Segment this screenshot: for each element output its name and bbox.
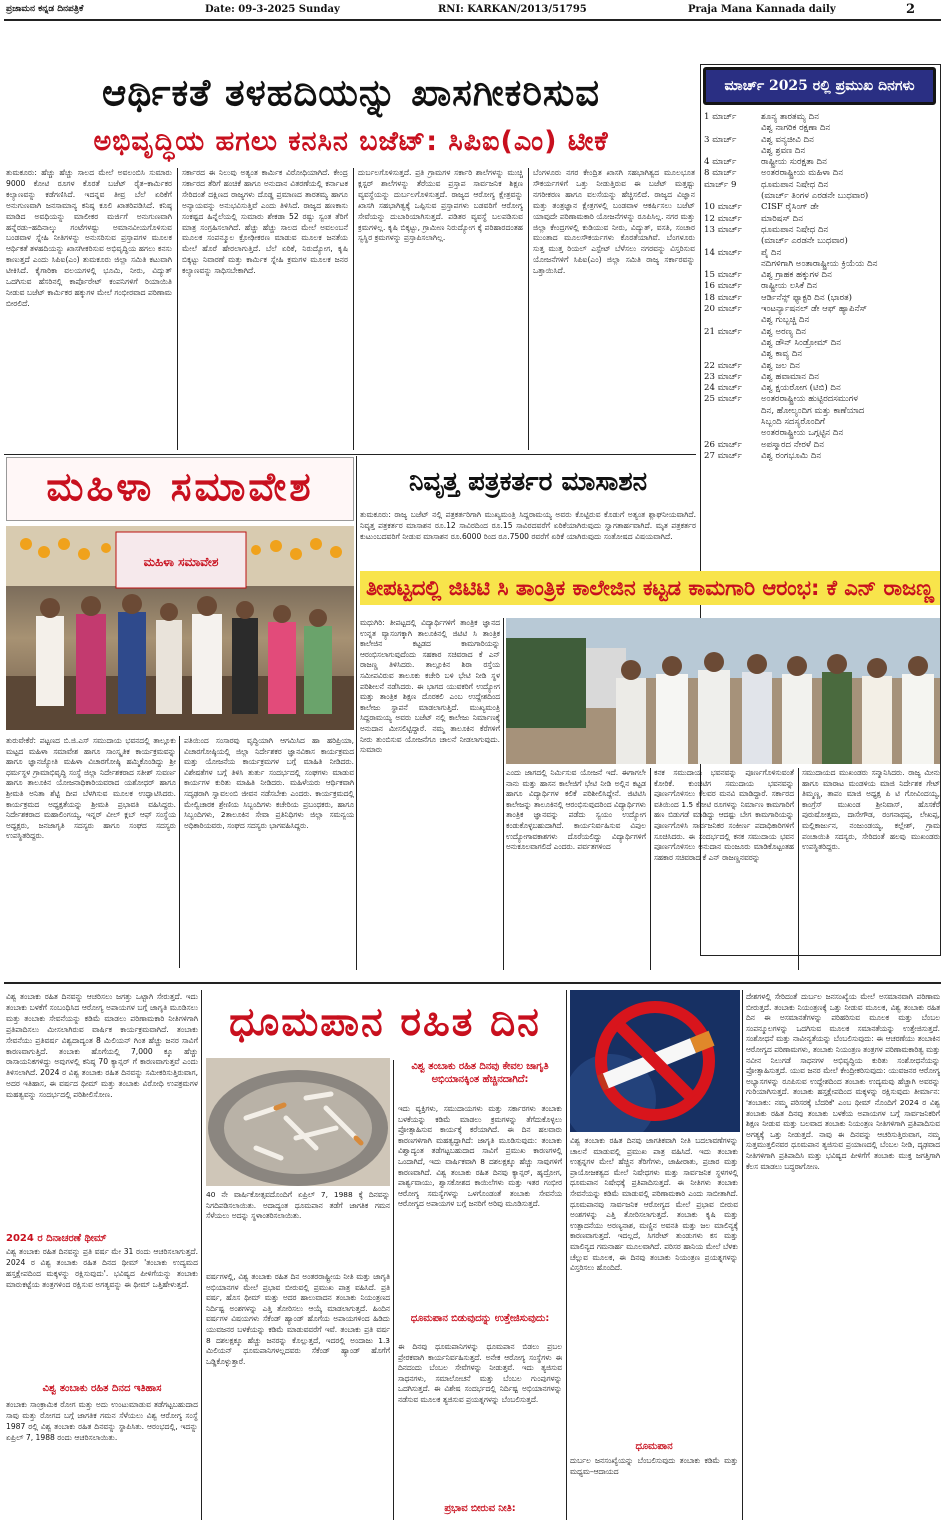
event-row bbox=[704, 293, 937, 304]
college-headline: ತೀಪಟ್ಟದಲ್ಲಿ ಜಿಟಿಟಿ ಸಿ ತಾಂತ್ರಿಕ ಕಾಲೇಜಿನ ಕಟ್ಟಡ ಕಾಮಗಾರಿ ಆರಂಭ: ಕೆ ಎನ್ ರಾಜಣ್ಣ bbox=[360, 571, 940, 605]
budget-article-col2: ಸರ್ಕಾರದ ಈ ನಿಲುವು ಅತ್ಯಂತ ಕಾರ್ಮಿಕ ವಿರೋಧಿಯಾಗಿದೆ. ಕೇಂದ್ರ ಸರ್ಕಾರದ ತೆರಿಗೆ ಹಂಚಿಕೆ ಹಾಗೂ ಅನುದಾನ ವಿತರಣೆಯಲ್ಲಿ ಕರ್ನಾಟಕ ಸೇರಿದಂತೆ ದಕ್ಷಿಣದ ರಾಜ್ಯಗಳು ದೊಡ್ಡ ಪ್ರಮಾಣದ ತಾರತಮ್ಯ ಹಾಗೂ ಅನ್ಯಾಯವನ್ನು ಅನುಭವಿಸುತ್ತಿವೆ ಎಂದು ತಿಳಿಸಿದೆ. ರಾಜ್ಯದ ಹಣಕಾಸು ಸಂಕಷ್ಟದ ಹಿನ್ನೆಲೆಯಲ್ಲಿ ಸುಮಾರು ಶೇಕಡಾ 52 ರಷ್ಟು ಸ್ವಂತ ತೆರಿಗೆ ಮಾತ್ರ ಸಂಗ್ರಹಿಸಲಾಗಿದೆ. ಹೆಚ್ಚು ಹೆಚ್ಚು ಸಾಲದ ಮೇಲೆ ಅವಲಂಬನೆ ಮೂಲಕ ಸಂಪನ್ಮೂಲ ಕ್ರೋಢೀಕರಣ ಮಾಡುವ ಮೂಲಕ ಜನತೆಯ ಮೇಲೆ ಹೊರೆ ಹೇರಲಾಗುತ್ತಿದೆ. ಬೆಲೆ ಏರಿಕೆ, ನಿರುದ್ಯೋಗ, ಕೃಷಿ ಬಿಕ್ಕಟ್ಟು ನಿವಾರಣೆ ಮತ್ತು ಕಾರ್ಮಿಕ ಸ್ನೇಹಿ ಕ್ರಮಗಳ ಮೂಲಕ ಜನರ ಕಲ್ಯಾಣವನ್ನು ಸಾಧಿಸಬೇಕಾಗಿದೆ. bbox=[182, 168, 348, 276]
event-date: 13 ಮಾರ್ಚ್ bbox=[704, 224, 742, 235]
event-date: 8 ಮಾರ್ಚ್ bbox=[704, 168, 737, 179]
dhumapana-col2-bottom: ವರ್ಷಗಳಲ್ಲಿ, ವಿಶ್ವ ತಂಬಾಕು ರಹಿತ ದಿನ ಅಂತರರಾಷ್ಟ್ರೀಯ ನೀತಿ ಮತ್ತು ಜಾಗೃತಿ ಅಭಿಯಾನಗಳ ಮೇಲೆ ಪ್ರಭಾವ ಬೀರುವಲ್ಲಿ ಪ್ರಮುಖ ಪಾತ್ರ ವಹಿಸಿದೆ. ಪ್ರತಿ ವರ್ಷ, ಹೊಸ ಥೀಮ್ ಮತ್ತು ಅದರ ಹಾಲುವಾದನ ತಂಬಾಕು ನಿಯಂತ್ರಣದ ನಿರ್ದಿಷ್ಟ ಅಂಶಗಳನ್ನು ಎತ್ತಿ ತೋರಿಸಲು ಆಯ್ಕೆ ಮಾಡಲಾಗುತ್ತದೆ. ಹಿಂದಿನ ವರ್ಷಗಳ ವಿಷಯಗಳು ಸೆಕೆಂಡ್ ಹ್ಯಾಂಡ್ ಹೊಗೆಯ ಅಪಾಯಗಳಿಂದ ಹಿಡಿದು ಯುವಜನರ ಬಳಕೆಯನ್ನು ಕಡಿಮೆ ಮಾಡುವವರೆಗೆ ಇವೆ. ತಂಬಾಕು ಪ್ರತಿ ವರ್ಷ 8 ದಶಲಕ್ಷಕ್ಕೂ ಹೆಚ್ಚು ಜನರನ್ನು ಕೊಲ್ಲುತ್ತದೆ, ಇದರಲ್ಲಿ ಅಂದಾಜು 1.3 ಮಿಲಿಯನ್ ಧೂಮಪಾನಿಗಳಲ್ಲದವರು ಸೆಕೆಂಡ್ ಹ್ಯಾಂಡ್ ಹೊಗೆಗೆ ಒಡ್ಡಿಕೊಳ್ಳುತ್ತಾರೆ. bbox=[206, 1272, 390, 1366]
mahila-article-col2: ಪತಿಯಿಂದ ಸಂಸಾರವು ವೃದ್ಧಿಯಾಗಿ ಆಗಮಿಸಿದ ಹಾ ಹರಿಪ್ರಿಯಾ, ವಿಚಾರಗೋಷ್ಠಿಯಲ್ಲಿ ಜಿಲ್ಲಾ ನಿರ್ದೇಶಕರ ಜ್ಞಾನವಿಕಾಸ ಕಾರ್ಯಕ್ರಮದ ಮತ್ತು ಯೋಜನೆಯ ಕಾರ್ಯಕ್ರಮಗಳ ಬಗ್ಗೆ ಮಾಹಿತಿ ನೀಡಿದರು. ವಿಶೇಷತೆಗಳ ಬಗ್ಗೆ ತಿಳಿಸಿ ತುರ್ತು ಸಂದರ್ಭದಲ್ಲಿ ಸಂಘಗಳು ಮಾಡುವ ಕಾರ್ಯಗಳ ಕುರಿತು ಮಾಹಿತಿ ನೀಡಿದರು. ಮಹಿಳೆಯರು ಆರ್ಥಿಕವಾಗಿ ಸದೃಢರಾಗಿ ಸ್ವಾವಲಂಬಿ ಜೀವನ ನಡೆಸಬೇಕು ಎಂದರು. ಕಾರ್ಯಕ್ರಮದಲ್ಲಿ ಮೇಲ್ವಿಚಾರಕ ಶ್ರೇಣಿಯ ಸಿಬ್ಬಂದಿಗಳು ಕಚೇರಿಯ ಪ್ರಬಂಧಕರು, ಹಾಗೂ ಸಿಬ್ಬಂದಿಗಳು, 2ತಾಲೂಕಿನ ಸೇವಾ ಪ್ರತಿನಿಧಿಗಳು ಜಿಲ್ಲಾ ಸಮನ್ವಯ ಅಧಿಕಾರಿಯವರು, ಸಂಘದ ಸದಸ್ಯರು ಭಾಗವಹಿಸಿದ್ದರು. bbox=[184, 736, 354, 830]
event-description: ಧೂಮಪಾನ ನಿಷೇಧ ದಿನ bbox=[761, 224, 829, 235]
event-row bbox=[704, 146, 937, 157]
event-date bbox=[704, 349, 761, 360]
event-description: ವಿಶ್ವ ಅರಣ್ಯ ದಿನ bbox=[761, 326, 807, 337]
event-date: 12 ಮಾರ್ಚ್ bbox=[704, 213, 742, 224]
event-description: (ಮಾರ್ಚ್ ತಿಂಗಳ ಎರಡನೇ ಬುಧವಾರ) bbox=[761, 191, 869, 202]
event-row bbox=[704, 338, 937, 349]
event-date bbox=[704, 146, 761, 157]
event-description: ರಾಷ್ಟ್ರೀಯ ಸುರಕ್ಷತಾ ದಿನ bbox=[761, 157, 827, 168]
dhumapana-col1-top: ವಿಶ್ವ ತಂಬಾಕು ರಹಿತ ದಿನವನ್ನು ಆಚರಿಸಲು ಜಗತ್ತು ಒಟ್ಟಾಗಿ ಸೇರುತ್ತದೆ. ಇದು ತಂಬಾಕು ಬಳಕೆಗೆ ಸಂಬಂಧಿಸಿದ ಆರೋಗ್ಯ ಅಪಾಯಗಳ ಬಗ್ಗೆ ಜಾಗೃತಿ ಮೂಡಿಸಲು ಮತ್ತು ತಂಬಾಕು ಸೇವನೆಯನ್ನು ಕಡಿಮೆ ಮಾಡಲು ಪರಿಣಾಮಕಾರಿ ನೀತಿಗಳಿಗಾಗಿ ಪ್ರತಿಪಾದಿಸಲು ಮೀಸಲಾಗಿರುವ ವಾರ್ಷಿಕ ಕಾರ್ಯಕ್ರಮವಾಗಿದೆ. ತಂಬಾಕು ಸೇವನೆಯು ಪ್ರತಿವರ್ಷ ವಿಶ್ವದಾದ್ಯಂತ 8 ಮಿಲಿಯನ್ ಗಿಂತ ಹೆಚ್ಚು ಜನರ ಸಾವಿಗೆ ಕಾರಣವಾಗುತ್ತಿದೆ. ತಂಬಾಕು ಹೊಗೆಯಲ್ಲಿ 7,000 ಕ್ಕೂ ಹೆಚ್ಚು ರಾಸಾಯನಿಕಗಳಿದ್ದು ಅವುಗಳಲ್ಲಿ ಕನಿಷ್ಠ 70 ಕ್ಯಾನ್ಸರ್ ಗೆ ಕಾರಣವಾಗುತ್ತವೆ ಎಂದು ತಿಳಿಸಲಾಗಿದೆ. 2024 ರ ವಿಶ್ವ ತಂಬಾಕು ರಹಿತ ದಿನವನ್ನು ಸಮೀಕರಿಸುತ್ತಿರುವಾಗ, ಅದರ ಇತಿಹಾಸ, ಈ ವರ್ಷದ ಥೀಮ್ ಮತ್ತು ತಂಬಾಕು ವಿರೋಧಿ ಉಪಕ್ರಮಗಳ ಮಹತ್ವವನ್ನು ಸಂದರ್ಭದಲ್ಲಿ ಪರಿಶೀಲಿಸೋಣ. bbox=[6, 992, 198, 1100]
column-divider bbox=[742, 990, 743, 1520]
event-description: ವಿಶ್ವ ವನ್ಯಜೀವಿ ದಿನ bbox=[761, 134, 814, 145]
dhumapana-col3-heading: ವಿಶ್ವ ತಂಬಾಕು ರಹಿತ ದಿನವು ಕೇವಲ ಜಾಗೃತಿ ಅಭಿಯಾನಕ್ಕಿಂತ ಹೆಚ್ಚಿನದಾಗಿದೆ: bbox=[411, 1061, 549, 1085]
mahila-photo-illustration bbox=[6, 526, 354, 730]
dhumapana-col4-subheading: ಧೂಮಪಾನ bbox=[635, 1441, 673, 1452]
event-description: ಪೈ ದಿನ bbox=[761, 247, 782, 258]
event-description: ಅಂತರರಾಷ್ಟ್ರೀಯ ಮಹಿಳಾ ದಿನ bbox=[761, 168, 844, 179]
budget-article-col3: ದುರ್ಬಲಗೊಳಿಸುತ್ತದೆ. ಪ್ರತಿ ಗ್ರಾಮಗಳ ಸರ್ಕಾರಿ ಶಾಲೆಗಳನ್ನು ಮುಚ್ಚಿ ಕ್ಲಸ್ಟರ್ ಶಾಲೆಗಳನ್ನು ತೆರೆಯುವ ಪ್ರಸ್ತಾಪ ಸಾರ್ವಜನಿಕ ಶಿಕ್ಷಣ ವ್ಯವಸ್ಥೆಯನ್ನು ದುರ್ಬಲಗೊಳಿಸುತ್ತದೆ. ರಾಜ್ಯದ ಆರೋಗ್ಯ ಕ್ಷೇತ್ರವನ್ನು ಖಾಸಗಿ ಸಹಭಾಗಿತ್ವಕ್ಕೆ ಒಪ್ಪಿಸುವ ಪ್ರಸ್ತಾಪಗಳು ಬಡವರಿಗೆ ಆರೋಗ್ಯ ಸೇವೆಯನ್ನು ದುಬಾರಿಯಾಗಿಸುತ್ತದೆ. ಪಡಿತರ ವ್ಯವಸ್ಥೆ ಬಲಪಡಿಸುವ ಕ್ರಮಗಳಿಲ್ಲ. ಕೃಷಿ ಬಿಕ್ಕಟ್ಟು, ಗ್ರಾಮೀಣ ನಿರುದ್ಯೋಗ ಕ್ಕೆ ಪರಿಹಾರದಂತಹ ಸ್ವಸ್ಥಿರ ಕ್ರಮಗಳನ್ನು ಪ್ರಸ್ತಾಪಿಸಲಾಗಿಲ್ಲ. bbox=[358, 168, 523, 243]
main-headline-line2: ಅಭಿವೃದ್ಧಿಯ ಹಗಲು ಕನಸಿನ ಬಜೆಟ್: ಸಿಪಿಐ(ಎಂ) ಟೀಕೆ bbox=[93, 126, 609, 157]
event-date: 24 ಮಾರ್ಚ್ bbox=[704, 383, 742, 394]
dhumapana-quit-subheading: ಧೂಮಪಾನ ಬಿಡುವುದನ್ನು ಉತ್ತೇಜಿಸುವುದು: bbox=[410, 1313, 550, 1324]
event-date bbox=[704, 338, 761, 349]
ashtray-caption: 40 ನೇ ವಾರ್ಷಿಕೋತ್ಸವದೊಂದಿಗೆ ಏಪ್ರಿಲ್ 7, 1988 ಕ್ಕೆ ದಿನವನ್ನು ನಿಗದಿಪಡಿಸಲಾಯಿತು. ಅದಾದ್ಯಂತ ಧೂಮಪಾನ ತಡೆಗೆ ಜಾಗತಿಕ ಗಮನ ಸೆಳೆಯಲು ಅದನ್ನು ಸ್ಥಳಾಂತರಿಸಲಾಯಿತು. bbox=[206, 1190, 390, 1221]
event-date bbox=[704, 428, 761, 439]
nivrutta-article: ತುಮಕೂರು: ರಾಜ್ಯ ಬಜೆಟ್ ನಲ್ಲಿ ಪತ್ರಕರ್ತರಿಗಾಗಿ ಮುಖ್ಯಮಂತ್ರಿ ಸಿದ್ದರಾಮಯ್ಯ ಅವರು ಕೊಟ್ಟಿರುವ ಕೊಡುಗೆ ಅತ್ಯಂತ ಶ್ಲಾಘನೀಯವಾಗಿದೆ. ನಿವೃತ್ತ ಪತ್ರಕರ್ತರ ಮಾಸಾಶನ ರೂ.12 ಸಾವಿರದಿಂದ ರೂ.15 ಸಾವಿರದವರೆಗೆ ಏರಿಕೆಯಾಗಿರುವುದು ಸ್ವಾಗತಾರ್ಹವಾಗಿದೆ. ಮೃತ ಪತ್ರಕರ್ತರ ಕುಟುಂಬದವರಿಗೆ ನೀಡುವ ಮಾಸಾಶನ ರೂ.6000 ರಿಂದ ರೂ.7500 ರವರೆಗೆ ಏರಿಕೆ ಯಾಗಿರುವುದು ಸಂತೋಷದ ವಿಷಯವಾಗಿದೆ. bbox=[360, 510, 696, 541]
column-divider bbox=[356, 456, 357, 970]
event-date: 23 ಮಾರ್ಚ್ bbox=[704, 371, 742, 382]
no-smoking-icon bbox=[570, 990, 740, 1132]
event-description: ಸಿಬ್ಬಂದಿ ಸದಸ್ಯರೊಂದಿಗೆ bbox=[761, 417, 826, 428]
events-box-title: ಮಾರ್ಚ್ 2025 ರಲ್ಲಿ ಪ್ರಮುಖ ದಿನಗಳು bbox=[703, 67, 936, 105]
event-date bbox=[704, 259, 761, 270]
event-date bbox=[704, 315, 761, 326]
event-row bbox=[704, 451, 937, 462]
event-date: 1 ಮಾರ್ಚ್ bbox=[704, 112, 737, 122]
event-row bbox=[704, 394, 937, 405]
event-description: ವಿಶ್ವ ಜಲ ದಿನ bbox=[761, 360, 800, 371]
dhumapana-section-title: ಧೂಮಪಾನ ರಹಿತ ದಿನ bbox=[229, 1000, 541, 1045]
event-date bbox=[704, 417, 761, 428]
event-date bbox=[704, 123, 761, 134]
event-row bbox=[704, 361, 937, 372]
event-date: 27 ಮಾರ್ಚ್ bbox=[704, 450, 742, 461]
college-article-col1: ಮಧುಗಿರಿ: ತೀಪಟ್ಟದಲ್ಲಿ ವಿದ್ಯಾರ್ಥಿಗಳಿಗೆ ತಾಂತ್ರಿಕ ಜ್ಞಾನದ ಉನ್ನತ ವ್ಯಾಸಂಗಕ್ಕಾಗಿ ತಾಲೂಕಿನಲ್ಲಿ ಜಿಟಿಟಿ ಸಿ ತಾಂತ್ರಿಕ ಕಾಲೇಜಿನ ಕಟ್ಟಡದ ಕಾಮಗಾರಿಯನ್ನು ಆರಂಭಿಸಲಾಗುವುದೆಂದು ಸಹಕಾರ ಸಚಿವರಾದ ಕೆ ಎನ್ ರಾಜಣ್ಣ ತಿಳಿಸಿದರು. ತಾಲ್ಲೂಕಿನ ಶಿರಾ ರಸ್ತೆಯ ಸಮೀಪವಿರುವ ತಾಲೂಕು ಕಚೇರಿ ಬಳಿ ಭೇಟಿ ನೀಡಿ ಸ್ಥಳ ಪರಿಶೀಲನೆ ನಡೆಸಿದರು. ಈ ಭಾಗದ ಯುವಕರಿಗೆ ಉದ್ಯೋಗ ಮತ್ತು ತಾಂತ್ರಿಕ ಶಿಕ್ಷಣ ದೊರಕಲಿ ಎಂಬ ಉದ್ದೇಶದಿಂದ ಕಾಲೇಜು ಸ್ಥಾಪನೆ ಮಾಡಲಾಗುತ್ತಿದೆ. ಮುಖ್ಯಮಂತ್ರಿ ಸಿದ್ದರಾಮಯ್ಯ ಅವರು ಬಜೆಟ್ ನಲ್ಲಿ ಕಾಲೇಜು ನಿರ್ಮಾಣಕ್ಕೆ ಅನುದಾನ ಮೀಸಲಿಟ್ಟಿದ್ದಾರೆ. ನಮ್ಮ ತಾಲೂಕಿನ ಕೆರೆಗಳಿಗೆ ನೀರು ತುಂಬಿಸುವ ಯೋಜನೆಗೂ ಚಾಲನೆ ನೀಡಲಾಗುವುದು. ಸುಮಾರು bbox=[360, 618, 500, 755]
column-divider bbox=[566, 990, 567, 1520]
event-date: 20 ಮಾರ್ಚ್ bbox=[704, 304, 742, 315]
dhumapana-col3-top: ಇದು ವ್ಯಕ್ತಿಗಳು, ಸಮುದಾಯಗಳು ಮತ್ತು ಸರ್ಕಾರಗಳು ತಂಬಾಕು ಬಳಕೆಯನ್ನು ಕಡಿಮೆ ಮಾಡಲು ಕ್ರಮಗಳನ್ನು ತೆಗೆದುಕೊಳ್ಳಲು ಪ್ರೋತ್ಸಾಹಿಸುವ ಕಾರ್ಯಕ್ಕೆ ಕರೆಯಾಗಿದೆ. ಈ ದಿನ ಹಲವಾರು ಕಾರಣಗಳಿಗಾಗಿ ಮಹತ್ವದ್ದಾಗಿದೆ: ಜಾಗೃತಿ ಮೂಡಿಸುವುದು: ತಂಬಾಕು ವಿಶ್ವಾದ್ಯಂತ ತಡೆಗಟ್ಟಬಹುದಾದ ಸಾವಿಗೆ ಪ್ರಮುಖ ಕಾರಣಗಳಲ್ಲಿ ಒಂದಾಗಿದೆ, ಇದು ವಾರ್ಷಿಕವಾಗಿ 8 ದಶಲಕ್ಷಕ್ಕೂ ಹೆಚ್ಚು ಸಾವುಗಳಿಗೆ ಕಾರಣವಾಗಿದೆ. ವಿಶ್ವ ತಂಬಾಕು ರಹಿತ ದಿನವು ಕ್ಯಾನ್ಸರ್, ಹೃದ್ರೋಗ, ಪಾರ್ಶ್ವವಾಯು, ಶ್ವಾಸಕೋಶದ ಕಾಯಿಲೆಗಳು ಮತ್ತು ಇತರ ಗಂಭೀರ ಆರೋಗ್ಯ ಸಮಸ್ಯೆಗಳನ್ನು ಒಳಗೊಂಡಂತೆ ತಂಬಾಕು ಸೇವನೆಯ ಆರೋಗ್ಯದ ಅಪಾಯಗಳ ಬಗ್ಗೆ ಜನರಿಗೆ ಅರಿವು ಮೂಡಿಸುತ್ತದೆ. bbox=[398, 1104, 562, 1209]
dhumapana-theme-subheading: 2024 ರ ದಿನಾಚರಣೆ ಥೀಮ್ bbox=[6, 1233, 107, 1244]
event-date: 3 ಮಾರ್ಚ್ bbox=[704, 134, 737, 145]
event-description: ಅಂತರರಾಷ್ಟ್ರೀಯ ಹುಟ್ಟಿರದಸಮುಗಳ bbox=[761, 394, 859, 405]
dhumapana-col3-bottom: ಈ ದಿನವು ಧೂಮಪಾನಿಗಳನ್ನು ಧೂಮಪಾನ ಬಿಡಲು ಪ್ರಬಲ ಪ್ರೇರಕವಾಗಿ ಕಾರ್ಯನಿರ್ವಹಿಸುತ್ತದೆ. ಅನೇಕ ಆರೋಗ್ಯ ಸಂಸ್ಥೆಗಳು ಈ ದಿನದಂದು ಬೆಂಬಲ ಸೇವೆಗಳನ್ನು ನೀಡುತ್ತವೆ. ಇದು ತ್ಯಜಿಸುವ ಸಾಧನಗಳು, ಸಮಾಲೋಚನೆ ಮತ್ತು ಬೆಂಬಲ ಗುಂಪುಗಳನ್ನು ಒದಗಿಸುತ್ತದೆ. ಈ ವಿಶೇಷ ಸಂದರ್ಭದಲ್ಲಿ ನಿರ್ದಿಷ್ಟ ಅಭಿಯಾನಗಳನ್ನು ನಡೆಸುವ ಮೂಲಕ ತ್ಯಜಿಸುವ ಪ್ರಯತ್ನಗಳನ್ನು ಬೆಂಬಲಿಸುತ್ತದೆ. bbox=[398, 1342, 562, 1404]
issue-date: Date: 09-3-2025 Sunday bbox=[205, 4, 340, 15]
event-description: ನದಿಗಳಿಗಾಗಿ ಅಂತಾರಾಷ್ಟ್ರೀಯ ಕ್ರಿಯೆಯ ದಿನ bbox=[761, 258, 878, 269]
dhumapana-col4-top: ವಿಶ್ವ ತಂಬಾಕು ರಹಿತ ದಿನವು ಜಾಗತಿಕವಾಗಿ ನೀತಿ ಬದಲಾವಣೆಗಳನ್ನು ಚಾಲನೆ ಮಾಡುವಲ್ಲಿ ಪ್ರಮುಖ ಪಾತ್ರ ವಹಿಸಿದೆ. ಇದು ತಂಬಾಕು ಉತ್ಪನ್ನಗಳ ಮೇಲೆ ಹೆಚ್ಚಿನ ತೆರಿಗೆಗಳು, ಜಾಹೀರಾತು, ಪ್ರಚಾರ ಮತ್ತು ಪ್ರಾಯೋಜಕತ್ವದ ಮೇಲೆ ನಿಷೇಧಗಳು ಮತ್ತು ಸಾರ್ವಜನಿಕ ಸ್ಥಳಗಳಲ್ಲಿ ಧೂಮಪಾನ ನಿಷೇಧಕ್ಕೆ ಪ್ರತಿಪಾದಿಸುತ್ತದೆ. ಈ ನೀತಿಗಳು ತಂಬಾಕು ಸೇವನೆಯನ್ನು ಕಡಿಮೆ ಮಾಡುವಲ್ಲಿ ಪರಿಣಾಮಕಾರಿ ಎಂದು ಸಾಬೀತಾಗಿದೆ. ಧೂಮಪಾನವು ಸಾರ್ವಜನಿಕ ಆರೋಗ್ಯದ ಮೇಲೆ ಪ್ರಭಾವ ಬೀರುವ ಅಂಶಗಳನ್ನು ಎತ್ತಿ ತೋರಿಸಲಾಗುತ್ತದೆ. ತಂಬಾಕು ಕೃಷಿ ಮತ್ತು ಉತ್ಪಾದನೆಯು ಅರಣ್ಯನಾಶ, ಮಣ್ಣಿನ ಅವನತಿ ಮತ್ತು ಜಲ ಮಾಲಿನ್ಯಕ್ಕೆ ಕಾರಣವಾಗುತ್ತದೆ. ಇದಲ್ಲದೆ, ಸಿಗರೇಟ್ ತುಂಡುಗಳು ಕಸ ಮತ್ತು ಮಾಲಿನ್ಯದ ಗಮನಾರ್ಹ ಮೂಲವಾಗಿದೆ. ಪರಿಸರ ಹಾನಿಯ ಮೇಲೆ ಬೆಳಕು ಚೆಲ್ಲುವ ಮೂಲಕ, ಈ ದಿನವು ತಂಬಾಕು ನಿಯಂತ್ರಣ ಪ್ರಯತ್ನಗಳನ್ನು ವಿಸ್ತರಿಸಲು ಹೊಂದಿದೆ. bbox=[570, 1136, 738, 1273]
event-row bbox=[704, 135, 937, 146]
event-description: ಧೂಮಪಾನ ನಿಷೇಧ ದಿನ bbox=[761, 179, 829, 190]
event-description: ಇಂಟರ್ನ್ಯಾಷನಲ್ ಡೇ ಆಫ್ ಹ್ಯಾಪಿನೆಸ್ bbox=[761, 304, 868, 315]
event-row bbox=[704, 259, 937, 270]
event-date: 16 ಮಾರ್ಚ್ bbox=[704, 281, 742, 292]
event-description: ಶೂನ್ಯ ತಾರತಮ್ಯ ದಿನ bbox=[761, 112, 819, 122]
event-row bbox=[704, 304, 937, 315]
college-article-col3: ಕನಕ ಸಮುದಾಯ ಭವನವನ್ನು ಪೂರ್ಣಗೊಳಿಸುವಂತೆ ಕೋರಿಕೆ. ಕುಂಚಿಟಿಗ ಸಮುದಾಯ ಭವನವನ್ನು ಪೂರ್ಣಗೊಳಿಸಲು ಕೆಲವರ ಮನವಿ ಮಾಡಿದ್ದಾರೆ. ಸರ್ಕಾರದ ವತಿಯಿಂದ 1.5 ಕೋಟಿ ರೂಗಳನ್ನು ನಿರ್ಮಾಣ ಕಾಮಗಾರಿಗೆ ಹಣ ಬಿಡುಗಡೆ ಮಾಡಿದ್ದು ಆದಷ್ಟು ಬೇಗ ಕಾಮಗಾರಿಯನ್ನು ಪೂರ್ಣಗೊಳಿಸಿ ಸಾರ್ವಜನಿಕರ ಸಂಕೀರ್ಣ ಪದಾಧಿಕಾರಿಗಳಿಗೆ ಸೂಚಿಸಿದರು. ಈ ಸಂದರ್ಭದಲ್ಲಿ ಕನಕ ಸಮುದಾಯ ಭವನ ಪೂರ್ಣಗೊಳಿಸಲು ಅನುದಾನ ಮಂಜೂರು ಮಾಡಿಕೊಟ್ಟಂತಹ ಸಹಕಾರ ಸಚಿವರಾದ ಕೆ ಎನ್ ರಾಜಣ್ಣನವರನ್ನು bbox=[654, 768, 794, 862]
event-date: 21 ಮಾರ್ಚ್ bbox=[704, 326, 742, 337]
column-divider bbox=[798, 768, 799, 970]
event-date bbox=[704, 191, 761, 202]
paper-name: Praja Mana Kannada daily bbox=[688, 4, 836, 15]
event-row bbox=[704, 214, 937, 225]
event-description: ಅಂತರರಾಷ್ಟ್ರೀಯ ಒಗ್ಗಟ್ಟಿನ ದಿನ bbox=[761, 428, 844, 439]
event-row bbox=[704, 417, 937, 428]
ashtray-photo bbox=[206, 1058, 390, 1186]
event-row bbox=[704, 327, 937, 338]
event-date: 15 ಮಾರ್ಚ್ bbox=[704, 270, 742, 281]
header-rule bbox=[4, 19, 941, 21]
event-date: 22 ಮಾರ್ಚ್ bbox=[704, 360, 742, 371]
page-number: 2 bbox=[906, 2, 916, 17]
column-divider bbox=[201, 990, 202, 1520]
college-article-col4: ಸಮುದಾಯದ ಮುಖಂಡರು ಸನ್ಮಾನಿಸಿದರು. ರಾಜ್ಯ ಮೀನು ಹಾಗೂ ಮಾರಾಟ ಮಂಡಳಿಯ ಮಾಜಿ ನಿರ್ದೇಶಕ ಗೇಟ್ ತಿಮ್ಮಣ್ಣ, ತಾಪಂ ಮಾಜಿ ಅಧ್ಯಕ್ಷ ಪಿ ಟಿ ಗೋವಿಂದಯ್ಯ, ಕಾಂಗ್ರೆಸ್ ಮುಖಂಡ ಶ್ರೀನಿವಾಸ್, ಹೊಸಕೆರೆ ಪುರುಷೋತ್ತಮ, ದಾಸೇಗೌಡ, ರಂಗನಾಥಪ್ಪ, ಲೇಖಪ್ಪ, ಮಲ್ಲಿಕಾರ್ಜುನ, ನಂಜುಂಡಯ್ಯ, ಕಲ್ಲೇಶ್, ಗ್ರಾಮ ಪಂಚಾಯಿತಿ ಸದಸ್ಯರು, ಸೇರಿದಂತೆ ಹಲವು ಮುಖಂಡರು ಉಪಸ್ಥಿತರಿದ್ದರು. bbox=[802, 768, 940, 852]
event-description: CISF ರೈಸಿಂಗ್ ಡೇ bbox=[761, 202, 819, 213]
column-divider bbox=[179, 736, 180, 968]
budget-article-col4: ಬೆಂಗಳೂರು ನಗರ ಕೇಂದ್ರಿತ ಖಾಸಗಿ ಸಹಭಾಗಿತ್ವದ ಮೂಲಭೂತ ಸೌಕರ್ಯಗಳಿಗೆ ಒತ್ತು ನೀಡುತ್ತಿರುವ ಈ ಬಜೆಟ್ ಮತ್ತಷ್ಟು ನಗರೀಕರಣ ಹಾಗೂ ವಲಸೆಯನ್ನು ಹೆಚ್ಚಿಸಲಿದೆ. ರಾಜ್ಯದ ವಿಜ್ಞಾನ ಮತ್ತು ತಂತ್ರಜ್ಞಾನ ಕ್ಷೇತ್ರಗಳಲ್ಲಿ ಬಂಡವಾಳ ಆಕರ್ಷಿಸಲು ಬಜೆಟ್ ಯಾವುದೇ ಪರಿಣಾಮಕಾರಿ ಯೋಜನೆಗಳನ್ನು ರೂಪಿಸಿಲ್ಲ. ನಗರ ಮತ್ತು ಜಿಲ್ಲಾ ಕೇಂದ್ರಗಳಲ್ಲಿ ಕುಡಿಯುವ ನೀರು, ವಿದ್ಯುತ್, ವಸತಿ, ಸಂಚಾರ ಮುಂತಾದ ಮೂಲಸೌಕರ್ಯಗಳು ಕೊರತೆಯಾಗಿವೆ. ಬೆಂಗಳೂರು ಸುತ್ತ ಮುತ್ತ ರಿಯಲ್ ಎಸ್ಟೇಟ್ ಬೆಳೆಸಲು ನಗರವನ್ನು ವಿಸ್ತರಿಸುವ ಯೋಜನೆಗಳಿಗೆ ಸಿಪಿಐ(ಎಂ) ಜಿಲ್ಲಾ ಸಮಿತಿ ರಾಜ್ಯ ಸರ್ಕಾರವನ್ನು ಒತ್ತಾಯಿಸಿದೆ. bbox=[533, 168, 695, 276]
dhumapana-col1-mid: ವಿಶ್ವ ತಂಬಾಕು ರಹಿತ ದಿನವನ್ನು ಪ್ರತಿ ವರ್ಷ ಮೇ 31 ರಂದು ಆಚರಿಸಲಾಗುತ್ತದೆ. 2024 ರ ವಿಶ್ವ ತಂಬಾಕು ರಹಿತ ದಿನದ ಥೀಮ್ 'ತಂಬಾಕು ಉದ್ಯಮದ ಹಸ್ತಕ್ಷೇಪದಿಂದ ಮಕ್ಕಳನ್ನು ರಕ್ಷಿಸುವುದು'. ಭವಿಷ್ಯದ ಪೀಳಿಗೆಯನ್ನು ತಂಬಾಕು ಮಾರುಕಟ್ಟೆಯ ತಂತ್ರಗಳಿಂದ ರಕ್ಷಿಸುವ ಅಗತ್ಯವನ್ನು ಈ ಥೀಮ್ ಒತ್ತಿಹೇಳುತ್ತದೆ. bbox=[6, 1247, 198, 1289]
event-row bbox=[704, 191, 937, 202]
event-row bbox=[704, 349, 937, 360]
event-date bbox=[704, 236, 761, 247]
event-row bbox=[704, 202, 937, 213]
event-row bbox=[704, 270, 937, 281]
events-list bbox=[704, 112, 937, 462]
event-row bbox=[704, 168, 937, 179]
dhumapana-col1-bottom: ತಂಬಾಕು ಸಾಂಕ್ರಾಮಿಕ ರೋಗ ಮತ್ತು ಅದು ಉಂಟುಮಾಡುವ ತಡೆಗಟ್ಟಬಹುದಾದ ಸಾವು ಮತ್ತು ರೋಗದ ಬಗ್ಗೆ ಜಾಗತಿಕ ಗಮನ ಸೆಳೆಯಲು ವಿಶ್ವ ಆರೋಗ್ಯ ಸಂಸ್ಥೆ 1987 ರಲ್ಲಿ ವಿಶ್ವ ತಂಬಾಕು ರಹಿತ ದಿನವನ್ನು ಸ್ಥಾಪಿಸಿತು. ಆರಂಭದಲ್ಲಿ, ಇದನ್ನು ಏಪ್ರಿಲ್ 7, 1988 ರಂದು ಆಚರಿಸಲಾಯಿತು. bbox=[6, 1400, 198, 1442]
event-row bbox=[704, 225, 937, 236]
event-row bbox=[704, 383, 937, 394]
event-date bbox=[704, 406, 761, 417]
event-row bbox=[704, 440, 937, 451]
column-divider bbox=[503, 618, 504, 970]
no-smoking-image bbox=[570, 990, 740, 1132]
column-divider bbox=[353, 168, 354, 450]
dhumapana-col4-bottom: ದುರ್ಬಲ ಜನಸಂಖ್ಯೆಯನ್ನು ಬೆಂಬಲಿಸುವುದು ತಂಬಾಕು ಕಡಿಮೆ ಮತ್ತು ಮಧ್ಯಮ–ಆದಾಯದ bbox=[570, 1456, 738, 1476]
event-row bbox=[704, 236, 937, 247]
event-description: ವಿಶ್ವ ಶ್ರವಣ ದಿನ bbox=[761, 145, 806, 156]
column-divider bbox=[528, 168, 529, 450]
event-date: 18 ಮಾರ್ಚ್ bbox=[704, 292, 742, 303]
event-description: ವಿಶ್ವ ಗ್ರಾಹಕ ಹಕ್ಕುಗಳ ದಿನ bbox=[761, 270, 832, 281]
mahila-article-col1: ತುರುವೇಕೆರೆ: ಪಟ್ಟಣದ ಬಿ.ಜಿ.ಎಸ್ ಸಮುದಾಯ ಭವನದಲ್ಲಿ ತಾಲ್ಲೂಕು ಮಟ್ಟದ ಮಹಿಳಾ ಸಮಾವೇಶ ಹಾಗೂ ಸಾಂಸ್ಕೃತಿಕ ಕಾರ್ಯಕ್ರಮವನ್ನು ಹಾಗೂ ಜ್ಞಾನಜ್ಯೋತಿ ಮಹಿಳಾ ವಿಚಾರಗೋಷ್ಠಿ ಹಮ್ಮಿಕೊಂಡಿದ್ದು ಶ್ರೀ ಧರ್ಮಸ್ಥಳ ಗ್ರಾಮಾಭಿವೃದ್ಧಿ ಸಂಸ್ಥೆ ಜಿಲ್ಲಾ ನಿರ್ದೇಶಕರಾದ ಸತೀಶ್ ಸುವರ್ಣ ಹಾಗೂ ತಾಲೂಕಿನ ಯೋಜನಾಧಿಕಾರಿಯವರಾದ ಯಶೋಧರ್ ಹಾಗೂ ಶ್ರೀಮತಿ ಅನಿತಾ ಶೆಟ್ಟಿ ದೀಪ ಬೆಳಗಿಸುವ ಮೂಲಕ ಉದ್ಘಾಟಿಸಿದರು. ಕಾರ್ಯಕ್ರಮದ ಅಧ್ಯಕ್ಷತೆಯನ್ನು ಶ್ರೀಮತಿ ಪ್ರಭಾವತಿ ವಹಿಸಿದ್ದರು. ನಿರ್ದೇಶಕರಾದ ಮಹಾಲಿಂಗಯ್ಯ, ಇನ್ನರ್ ವೀಲ್ ಕ್ಲಬ್ ಆಫ್ ಸಂಸ್ಥೆಯ ಅಧ್ಯಕ್ಷರು, ಜನಜಾಗೃತಿ ಸದಸ್ಯರು ಹಾಗೂ ಸಂಘದ ಸದಸ್ಯರು ಉಪಸ್ಥಿತರಿದ್ದರು. bbox=[6, 736, 176, 841]
event-description: ವಿಶ್ವ ಕಾವ್ಯ ದಿನ bbox=[761, 349, 803, 360]
event-description: ವಿಶ್ವ ಹವಾಮಾನ ದಿನ bbox=[761, 371, 820, 382]
mahila-event-photo bbox=[6, 526, 354, 730]
dhumapana-history-subheading: ವಿಶ್ವ ತಂಬಾಕು ರಹಿತ ದಿನದ ಇತಿಹಾಸ bbox=[42, 1383, 162, 1394]
event-description: ದಿನ, ಹೋಲ್ಯಂದಿಗ ಮತ್ತು ಕಾಣೆಯಾದ bbox=[761, 405, 865, 416]
nivrutta-section-title: ನಿವೃತ್ತ ಪತ್ರಕರ್ತರ ಮಾಸಾಶನ bbox=[408, 467, 648, 497]
event-row bbox=[704, 123, 937, 134]
event-description: ವಿಶ್ವ ಕ್ಷಯರೋಗ (ಟಿಬಿ) ದಿನ bbox=[761, 383, 841, 394]
event-date: 4 ಮಾರ್ಚ್ bbox=[704, 157, 737, 168]
event-description: ಅಪಸ್ಮಾರದ ನೇರಳೆ ದಿನ bbox=[761, 439, 824, 450]
event-row bbox=[704, 428, 937, 439]
college-photo-illustration bbox=[506, 618, 940, 764]
event-description: ಆರ್ಡಿನೆನ್ಸ್ ಫ್ಯಾಕ್ಟರಿ ದಿನ (ಭಾರತ) bbox=[761, 292, 853, 303]
section-rule bbox=[4, 454, 696, 455]
column-divider bbox=[650, 768, 651, 970]
event-description: (ಮಾರ್ಚ್ ಎರಡನೇ ಬುಧವಾರ) bbox=[761, 236, 848, 247]
rni-number: RNI: KARKAN/2013/51795 bbox=[438, 4, 587, 15]
event-row bbox=[704, 157, 937, 168]
column-divider bbox=[177, 168, 178, 450]
event-row bbox=[704, 315, 937, 326]
event-row bbox=[704, 112, 937, 123]
event-description: ವಿಶ್ವ ನಾಗರಿಕ ರಕ್ಷಣಾ ದಿನ bbox=[761, 123, 831, 134]
college-article-col2: ಎಂದು ಜಾಗದಲ್ಲಿ ನಿರ್ಮಿಸುವ ಯೋಜನೆ ಇದೆ. ಈಗಾಗಲೇ ನಾನು ಮತ್ತು ಹಾಸನ ಕಾಲೇಜಿಗೆ ಭೇಟಿ ನೀಡಿ ಅಲ್ಲಿನ ಕಟ್ಟಡ ಹಾಗೂ ವಿದ್ಯಾರ್ಥಿಗಳ ಕಲಿಕೆ ಪರಿಶೀಲಿಸಿದ್ದೇನೆ. ಜಿಟಿಟಿಸಿ ಕಾಲೇಜನ್ನು ತಾಲೂಕಿನಲ್ಲಿ ಆರಂಭಿಸುವುದರಿಂದ ವಿದ್ಯಾರ್ಥಿಗಳು ತಾಂತ್ರಿಕ ಜ್ಞಾನವನ್ನು ಪಡೆದು ಸ್ವಯಂ ಉದ್ಯೋಗ ಕಂಡುಕೊಳ್ಳಬಹುದಾಗಿದೆ. ಕಾರ್ಯನಿರ್ವಹಿಸುವ ವಿಪುಲ ಉದ್ಯೋಗಾವಕಾಶಗಳು ದೊರೆಯಲಿದ್ದು ವಿದ್ಯಾರ್ಥಿಗಳಿಗೆ ಅನುಕೂಲವಾಗಲಿದೆ ಎಂದರು. ಪರ್ವತಗಳಿಂದ bbox=[506, 768, 646, 852]
budget-article-col1: ತುಮಕೂರು: ಹೆಚ್ಚು ಹೆಚ್ಚು ಸಾಲದ ಮೇಲೆ ಅವಲಂಬಿಸಿ ಸುಮಾರು 9000 ಕೋಟಿ ರೂಗಳ ಕೊರತೆ ಬಜೆಟ್ ರೈತ–ಕಾರ್ಮಿಕರ ಕಲ್ಯಾಣವನ್ನು ಕಡೆಗಣಿಸಿದೆ. ಇದನ್ನವ ತೀವ್ರ ಬೆಲೆ ಏರಿಕೆಗೆ ಅನುಗುಣವಾಗಿ ಜನಸಾಮಾನ್ಯ ಕನಿಷ್ಠ ಕೂಲಿ ಖಾತರಿಪಡಿಸಿದೆ. ಕನಿಷ್ಠ ಮಾಡಿದ ಅವಧಿಯನ್ನು ಮಾಲೀಕರ ಮರ್ಜಿಗೆ ಅನುಗುಣವಾಗಿ ಹನ್ನೆರಡು–ಹದಿನಾಲ್ಕು ಗಂಟೆಗಳಷ್ಟು ಅಮಾನವೀಯಗೊಳಿಸುವ ಬಂಡವಾಳ ಸ್ನೇಹಿ ನೀತಿಗಳನ್ನು ಅನುಸರಿಸುವ ಪ್ರಸ್ತಾಪಗಳ ಮೂಲಕ ಆರ್ಥಿಕತೆ ತಳಹದಿಯನ್ನು ಖಾಸಗೀಕರಿಸುವ ಅಭಿವೃದ್ಧಿಯ ಹಗಲು ಕನಸು ಕಾಣುತ್ತದೆ ಎಂದು ಸಿಪಿಐ(ಎಂ) ತುಮಕೂರು ಜಿಲ್ಲಾ ಸಮಿತಿ ಕಟುವಾಗಿ ಟೀಕಿಸಿದೆ. ಕೈಗಾರಿಕಾ ವಲಯಗಳಲ್ಲಿ ಭೂಮಿ, ನೀರು, ವಿದ್ಯುತ್ ಒದಗಿಸುವ ಹೆಸರಿನಲ್ಲಿ ಕಾರ್ಪೊರೇಟ್ ಕಂಪನಿಗಳಿಗೆ ರಿಯಾಯಿತಿ ನೀಡುವ ಬಜೆಟ್ ಕಾರ್ಮಿಕರ ಹಕ್ಕುಗಳ ಮೇಲೆ ಗಂಭೀರವಾದ ಪರಿಣಾಮ ಬೀರಲಿದೆ. bbox=[6, 168, 172, 308]
event-date: 14 ಮಾರ್ಚ್ bbox=[704, 247, 742, 258]
event-description: ರಾಷ್ಟ್ರೀಯ ಲಸಿಕೆ ದಿನ bbox=[761, 281, 818, 292]
event-row bbox=[704, 281, 937, 292]
masthead-logo: ಪ್ರಜಾಮನ ಕನ್ನಡ ದಿನಪತ್ರಿಕೆ bbox=[6, 4, 84, 14]
section-rule bbox=[4, 982, 941, 984]
ashtray-illustration bbox=[206, 1058, 390, 1186]
mahila-section-title: ಮಹಿಳಾ ಸಮಾವೇಶ bbox=[6, 457, 354, 521]
mahila-banner-text: ಮಹಿಳಾ ಸಮಾವೇಶ bbox=[143, 555, 219, 569]
event-date: 26 ಮಾರ್ಚ್ bbox=[704, 439, 742, 450]
event-description: ವಿಶ್ವ ರಂಗಭೂಮಿ ದಿನ bbox=[761, 450, 822, 461]
dhumapana-policy-subheading: ಪ್ರಭಾವ ಬೀರುವ ನೀತಿ: bbox=[444, 1503, 516, 1514]
dhumapana-col5: ದೇಶಗಳಲ್ಲಿ ಸೇರಿದಂತೆ ದುರ್ಬಲ ಜನಸಂಖ್ಯೆಯ ಮೇಲೆ ಅಸಮಾನವಾಗಿ ಪರಿಣಾಮ ಬೀರುತ್ತದೆ. ತಂಬಾಕು ನಿಯಂತ್ರಣಕ್ಕೆ ಒತ್ತು ನೀಡುವ ಮೂಲಕ, ವಿಶ್ವ ತಂಬಾಕು ರಹಿತ ದಿನ ಈ ಅಸಮಾನತೆಗಳನ್ನು ಪರಿಹರಿಸುವ ಮೂಲಕ ಮತ್ತು ಬೆಂಬಲ ಸಂಪನ್ಮೂಲಗಳನ್ನು ಒದಗಿಸುವ ಮೂಲಕ ಸಮಾನತೆಯನ್ನು ಉತ್ತೇಜಿಸುತ್ತದೆ. ಸಂಶೋಧನೆ ಮತ್ತು ನಾವೀನ್ಯತೆಯನ್ನು ಬೆಂಬಲಿಸುವುದು: ಈ ಆಚರಣೆಯು ತಂಬಾಕಿನ ಆರೋಗ್ಯದ ಪರಿಣಾಮಗಳು, ತಂಬಾಕು ನಿಯಂತ್ರಣ ತಂತ್ರಗಳ ಪರಿಣಾಮಕಾರಿತ್ವ ಮತ್ತು ನವೀನ ನಿಲುಗಡೆ ಸಾಧನಗಳ ಅಭಿವೃದ್ಧಿಯ ಕುರಿತು ಸಂಶೋಧನೆಯನ್ನು ಪ್ರೋತ್ಸಾಹಿಸುತ್ತದೆ. ಯುವ ಜನರ ಮೇಲೆ ಕೇಂದ್ರೀಕರಿಸುವುದು: ಯುವಜನರ ಆರೋಗ್ಯ ಅಭ್ಯಾಸಗಳನ್ನು ರೂಪಿಸುವ ಉದ್ದೇಶದಿಂದ ತಂಬಾಕು ಉದ್ಯಮವು ಹೆಚ್ಚಾಗಿ ಅವರನ್ನು ಗುರಿಯಾಗಿಸುತ್ತದೆ. ತಂಬಾಕು ಹಸ್ತಕ್ಷೇಪದಿಂದ ಮಕ್ಕಳನ್ನು ರಕ್ಷಿಸುವುದು ತೀರ್ಮಾನ: 'ತಂಬಾಕು: ನಮ್ಮ ಪರಿಸರಕ್ಕೆ ಬೆದರಿಕೆ' ಎಂಬ ಥೀಮ್ ನೊಂದಿಗೆ 2024 ರ ವಿಶ್ವ ತಂಬಾಕು ರಹಿತ ದಿನವು ತಂಬಾಕು ಬಳಕೆಯ ಅಪಾಯಗಳ ಬಗ್ಗೆ ಸಾರ್ವಜನಿಕರಿಗೆ ಶಿಕ್ಷಣ ನೀಡುವ ಮತ್ತು ಬಲವಾದ ತಂಬಾಕು ನಿಯಂತ್ರಣ ನೀತಿಗಳಿಗಾಗಿ ಪ್ರತಿಪಾದಿಸುವ ಅಗತ್ಯಕ್ಕೆ ಒತ್ತು ನೀಡುತ್ತದೆ. ನಾವು ಈ ದಿನವನ್ನು ಆಚರಿಸುತ್ತಿರುವಾಗ, ನಮ್ಮ ಸುತ್ತಮುತ್ತಲಿನವರ ಧೂಮಪಾನ ತ್ಯಜಿಸುವ ಪ್ರಯಾಣದಲ್ಲಿ ಬೆಂಬಲ ನೀಡಿ, ದೃಢವಾದ ನೀತಿಗಳಿಗಾಗಿ ಪ್ರತಿಪಾದಿಸಿ ಮತ್ತು ಭವಿಷ್ಯದ ಪೀಳಿಗೆಗೆ ತಂಬಾಕು ಮುಕ್ತ ಜಗತ್ತಿಗಾಗಿ ಕೆಲಸ ಮಾಡಲು ಬದ್ಧರಾಗೋಣ. bbox=[746, 992, 940, 1171]
main-headline-line1: ಆರ್ಥಿಕತೆ ತಳಹದಿಯನ್ನು ಖಾಸಗೀಕರಿಸುವ bbox=[101, 71, 601, 114]
column-divider bbox=[393, 1060, 394, 1520]
event-description: ವಿಶ್ವ ಡೌನ್ ಸಿಂಡ್ರೋಮ್ ದಿನ bbox=[761, 337, 842, 348]
event-date: 25 ಮಾರ್ಚ್ bbox=[704, 394, 742, 405]
event-description: ವಿಶ್ವ ಗುಬ್ಬಚ್ಚಿ ದಿನ bbox=[761, 315, 810, 326]
college-site-photo bbox=[506, 618, 940, 764]
event-row bbox=[704, 248, 937, 259]
event-row bbox=[704, 406, 937, 417]
event-description: ಮಾರಿಷಸ್ ದಿನ bbox=[761, 213, 803, 224]
event-row bbox=[704, 372, 937, 383]
event-date: 10 ಮಾರ್ಚ್ bbox=[704, 202, 742, 213]
event-row bbox=[704, 180, 937, 191]
event-date: ಮಾರ್ಚ್ 9 bbox=[704, 179, 737, 190]
